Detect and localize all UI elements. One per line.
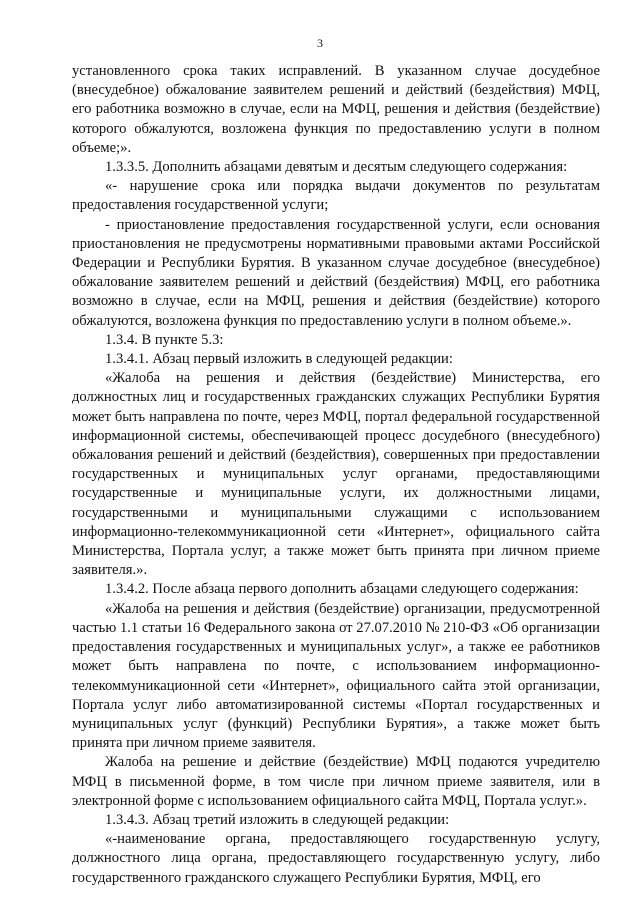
- paragraph-complaint-mfc: Жалоба на решение и действие (бездействие) МФЦ подаются учредителю МФЦ в письменной форме, в том числе при личном приеме заявителя, или в электронной форме с использованием официального сайта МФЦ, Портала услуг.».: [72, 754, 600, 809]
- paragraph-continuation: установленного срока таких исправлений. В указанном случае досудебное (внесудебное) обжалование заявителем решений и действий (бездействия) МФЦ, его работника возможно в случае, если на МФЦ, решения и действия (бездействие) которого обжалуются, возложена функция по предоставлению услуги в полном объеме;».: [72, 63, 600, 156]
- paragraph-1-3-4: 1.3.4. В пункте 5.3:: [105, 331, 224, 348]
- paragraph-1-3-3-5: 1.3.3.5. Дополнить абзацами девятым и десятым следующего содержания:: [105, 159, 568, 176]
- paragraph-1-3-4-2: 1.3.4.2. После абзаца первого дополнить абзацами следующего содержания:: [105, 581, 579, 598]
- page-number: 3: [317, 36, 323, 50]
- paragraph-1-3-4-3: 1.3.4.3. Абзац третий изложить в следующей редакции:: [105, 811, 450, 828]
- document-body: [72, 62, 600, 888]
- paragraph-complaint-ministry: «Жалоба на решения и действия (бездействие) Министерства, его должностных лиц и государственных гражданских служащих Республики Бурятия может быть направлена по почте, через МФЦ, портал федеральной государственной информационной системы, обеспечивающей процесс досудебного (внесудебного) обжалования решений и действий (бездействия), совершенных при предоставлении государственных и муниципальных услуг органами, предоставляющими государственные и муниципальные услуги, их должностными лицами, государственными и муниципальными служащими с использованием информационно-телекоммуникационной сети «Интернет», официального сайта Министерства, Портала услуг, а также может быть принята при личном приеме заявителя.».: [72, 370, 600, 579]
- paragraph-1-3-4-1: 1.3.4.1. Абзац первый изложить в следующей редакции:: [105, 351, 453, 368]
- paragraph-naming: «-наименование органа, предоставляющего государственную услугу, должностного лица органа, предоставляющего государственную услугу, либо государственного гражданского служащего Республики Бурятия, МФЦ, его: [72, 831, 600, 886]
- paragraph-ninth-abzac: «- нарушение срока или порядка выдачи документов по результатам предоставления государственной услуги;: [72, 178, 600, 214]
- paragraph-complaint-organization: «Жалоба на решения и действия (бездействие) организации, предусмотренной частью 1.1 статьи 16 Федерального закона от 27.07.2010 № 210-ФЗ «Об организации предоставления государственных и муниципальных услуг», а также ее работников может быть направлена по почте, с использованием информационно-телекоммуникационной сети «Интернет», официального сайта этой организации, Портала услуг либо автоматизированной системы «Портал государственных и муниципальных услуг (функций) Республики Бурятия», а также может быть принята при личном приеме заявителя.: [72, 600, 600, 752]
- paragraph-tenth-abzac: - приостановление предоставления государственной услуги, если основания приостановления не предусмотрены нормативными правовыми актами Российской Федерации и Республики Бурятия. В указанном случае досудебное (внесудебное) обжалование заявителем решений и действий (бездействия) МФЦ, его работника возможно в случае, если на МФЦ, решения и действия (бездействие) которого обжалуются, возложена функция по предоставлению услуги в полном объеме.».: [72, 216, 600, 329]
